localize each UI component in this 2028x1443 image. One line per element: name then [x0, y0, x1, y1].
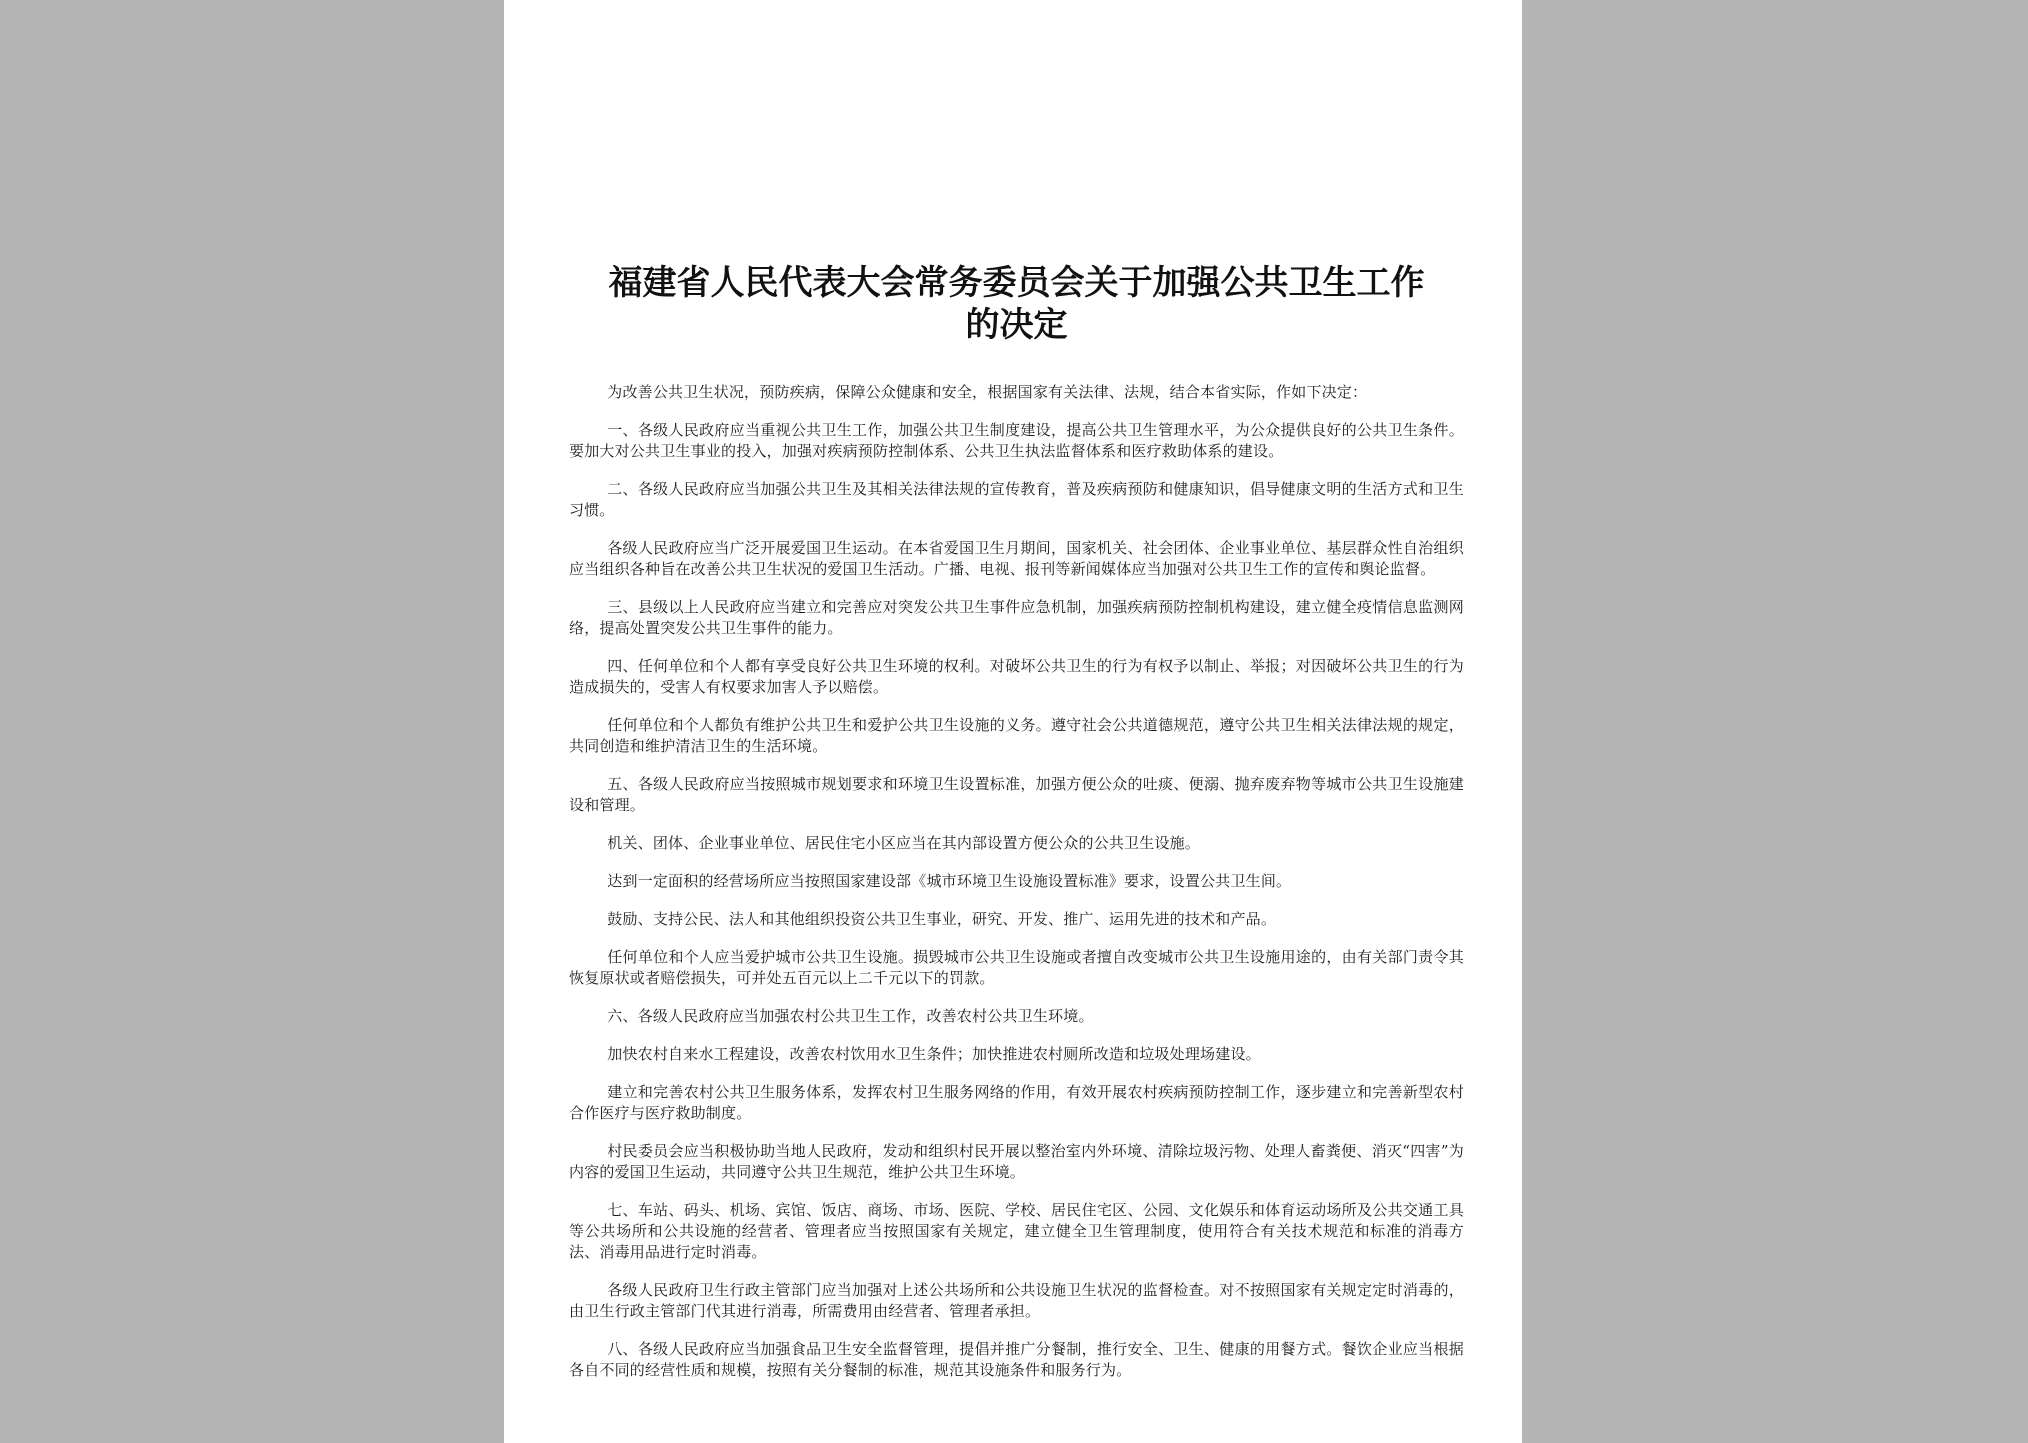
paragraph: 加快农村自来水工程建设，改善农村饮用水卫生条件；加快推进农村厕所改造和垃圾处理场建设。 — [607, 1045, 1261, 1063]
document-body — [569, 382, 1464, 1381]
paragraph: 二、各级人民政府应当加强公共卫生及其相关法律法规的宣传教育，普及疾病预防和健康知识，倡导健康文明的生活方式和卫生习惯。 — [569, 480, 1464, 519]
paragraph: 鼓励、支持公民、法人和其他组织投资公共卫生事业，研究、开发、推广、运用先进的技术和产品。 — [607, 910, 1277, 928]
title-line-1: 福建省人民代表大会常务委员会关于加强公共卫生工作 — [608, 263, 1425, 303]
document-title — [569, 262, 1464, 346]
paragraph: 四、任何单位和个人都有享受良好公共卫生环境的权利。对破坏公共卫生的行为有权予以制止、举报；对因破坏公共卫生的行为造成损失的，受害人有权要求加害人予以赔偿。 — [569, 657, 1464, 696]
paragraph: 七、车站、码头、机场、宾馆、饭店、商场、市场、医院、学校、居民住宅区、公园、文化娱乐和体育运动场所及公共交通工具等公共场所和公共设施的经营者、管理者应当按照国家有关规定，建立健全卫生管理制度，使用符合有关技术规范和标准的消毒方法、消毒用品进行定时消毒。 — [569, 1201, 1464, 1261]
paragraph: 各级人民政府应当广泛开展爱国卫生运动。在本省爱国卫生月期间，国家机关、社会团体、企业事业单位、基层群众性自治组织应当组织各种旨在改善公共卫生状况的爱国卫生活动。广播、电视、报刊等新闻媒体应当加强对公共卫生工作的宣传和舆论监督。 — [569, 539, 1464, 578]
paragraph: 建立和完善农村公共卫生服务体系，发挥农村卫生服务网络的作用，有效开展农村疾病预防控制工作，逐步建立和完善新型农村合作医疗与医疗救助制度。 — [569, 1083, 1464, 1122]
paragraph: 达到一定面积的经营场所应当按照国家建设部《城市环境卫生设施设置标准》要求，设置公共卫生间。 — [607, 872, 1292, 890]
paragraph-preamble: 为改善公共卫生状况，预防疾病，保障公众健康和安全，根据国家有关法律、法规，结合本省实际，作如下决定： — [607, 383, 1368, 401]
title-line-2: 的决定 — [965, 305, 1068, 345]
paragraph: 六、各级人民政府应当加强农村公共卫生工作，改善农村公共卫生环境。 — [607, 1007, 1094, 1025]
paragraph: 任何单位和个人都负有维护公共卫生和爱护公共卫生设施的义务。遵守社会公共道德规范，遵守公共卫生相关法律法规的规定，共同创造和维护清洁卫生的生活环境。 — [569, 716, 1464, 755]
paragraph: 各级人民政府卫生行政主管部门应当加强对上述公共场所和公共设施卫生状况的监督检查。对不按照国家有关规定定时消毒的，由卫生行政主管部门代其进行消毒，所需费用由经营者、管理者承担。 — [569, 1281, 1464, 1320]
paragraph: 任何单位和个人应当爱护城市公共卫生设施。损毁城市公共卫生设施或者擅自改变城市公共卫生设施用途的，由有关部门责令其恢复原状或者赔偿损失，可并处五百元以上二千元以下的罚款。 — [569, 948, 1464, 987]
paragraph: 三、县级以上人民政府应当建立和完善应对突发公共卫生事件应急机制，加强疾病预防控制机构建设，建立健全疫情信息监测网络，提高处置突发公共卫生事件的能力。 — [569, 598, 1464, 637]
document-page — [504, 0, 1522, 1443]
paragraph: 五、各级人民政府应当按照城市规划要求和环境卫生设置标准，加强方便公众的吐痰、便溺、抛弃废弃物等城市公共卫生设施建设和管理。 — [569, 775, 1464, 814]
paragraph: 村民委员会应当积极协助当地人民政府，发动和组织村民开展以整治室内外环境、清除垃圾污物、处理人畜粪便、消灭“四害”为内容的爱国卫生运动，共同遵守公共卫生规范，维护公共卫生环境。 — [569, 1142, 1464, 1181]
paragraph: 机关、团体、企业事业单位、居民住宅小区应当在其内部设置方便公众的公共卫生设施。 — [607, 834, 1201, 852]
paragraph: 一、各级人民政府应当重视公共卫生工作，加强公共卫生制度建设，提高公共卫生管理水平，为公众提供良好的公共卫生条件。要加大对公共卫生事业的投入，加强对疾病预防控制体系、公共卫生执法监督体系和医疗救助体系的建设。 — [569, 421, 1464, 460]
paragraph: 八、各级人民政府应当加强食品卫生安全监督管理，提倡并推广分餐制，推行安全、卫生、健康的用餐方式。餐饮企业应当根据各自不同的经营性质和规模，按照有关分餐制的标准，规范其设施条件和服务行为。 — [569, 1340, 1464, 1379]
